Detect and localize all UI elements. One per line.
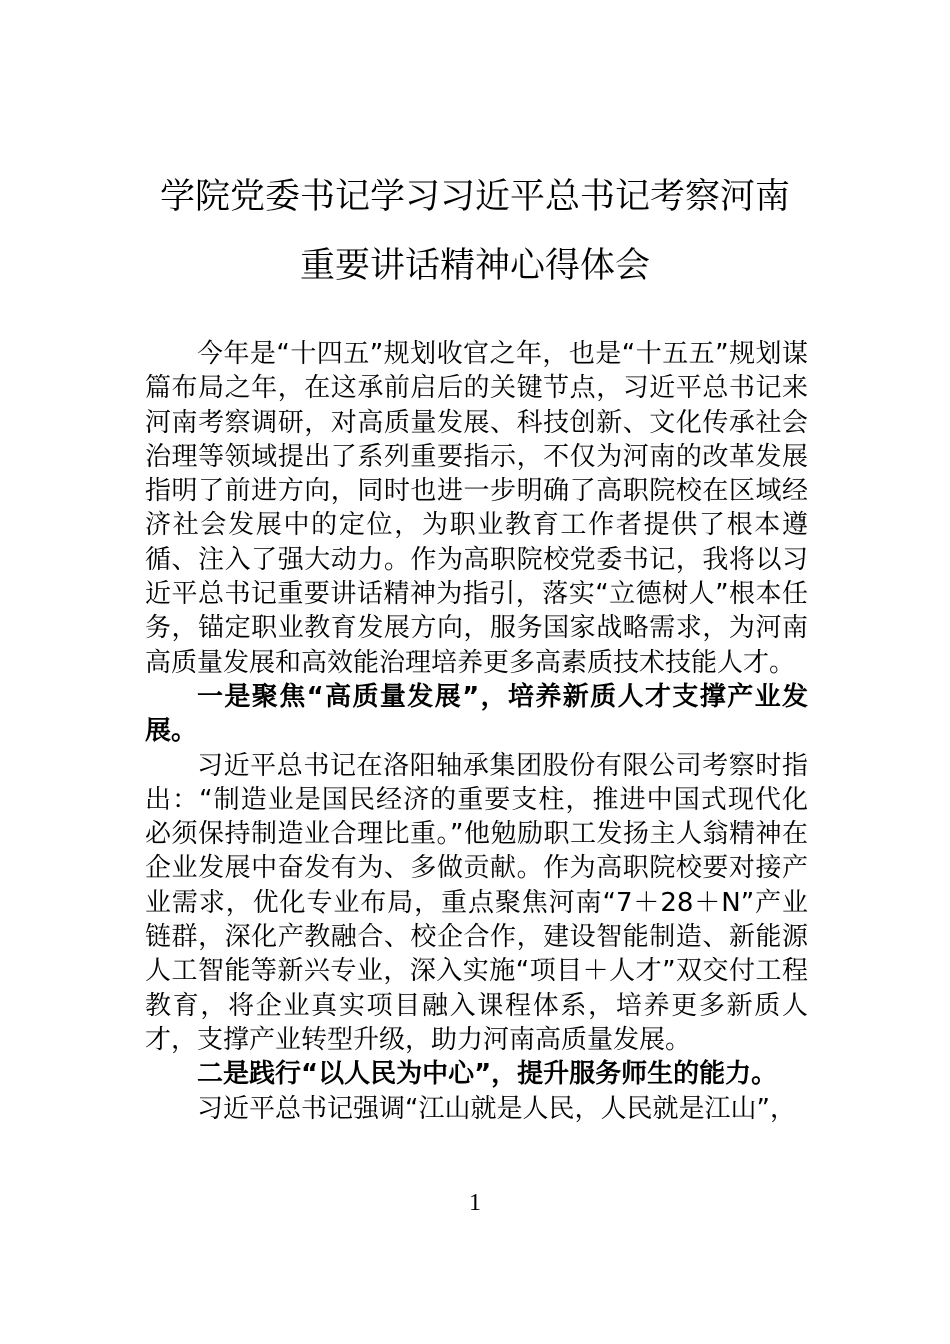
document-title-line-2: 重要讲话精神心得体会	[299, 246, 650, 286]
section-1-paragraph: 习近平总书记在洛阳轴承集团股份有限公司考察时指出：“制造业是国民经济的重要支柱，推进中国式现代化必须保持制造业合理比重。”他勉励职工发扬主人翁精神在企业发展中奋发有为、多做贡献。作为高职院校要对接产业需求，优化专业布局，重点聚焦河南“7＋28＋N”产业链群，深化产教融合、校企合作，建设智能制造、新能源人工智能等新兴专业，深入实施“项目＋人才”双交付工程教育，将企业真实项目融入课程体系，培养更多新质人才，支撑产业转型升级，助力河南高质量发展。	[145, 750, 808, 1055]
section-2-paragraph: 习近平总书记强调“江山就是人民，人民就是江山”，	[197, 1093, 796, 1124]
page-number: 1	[469, 1190, 481, 1216]
section-heading-1: 一是聚焦“高质量发展”，培养新质人才支撑产业发展。	[145, 681, 808, 747]
document-body	[145, 337, 808, 1126]
intro-paragraph: 今年是“十四五”规划收官之年，也是“十五五”规划谋篇布局之年，在这承前启后的关键节点，习近平总书记来河南考察调研，对高质量发展、科技创新、文化传承社会治理等领域提出了系列重要指示，不仅为河南的改革发展指明了前进方向，同时也进一步明确了高职院校在区域经济社会发展中的定位，为职业教育工作者提供了根本遵循、注入了强大动力。作为高职院校党委书记，我将以习近平总书记重要讲话精神为指引，落实“立德树人”根本任务，锚定职业教育发展方向，服务国家战略需求，为河南高质量发展和高效能治理培养更多高素质技术技能人才。	[145, 339, 808, 678]
document-title-line-1: 学院党委书记学习习近平总书记考察河南	[159, 177, 790, 217]
section-heading-2: 二是践行“以人民为中心”，提升服务师生的能力。	[197, 1059, 778, 1090]
